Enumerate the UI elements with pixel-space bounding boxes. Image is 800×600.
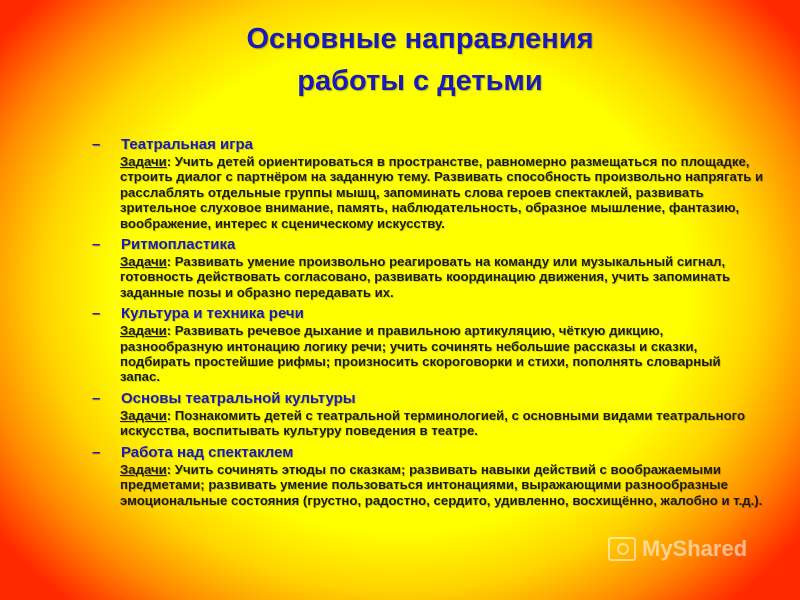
title-line-2: работы с детьми <box>297 65 543 97</box>
task-text: : Учить детей ориентироваться в пространстве, равномерно размещаться по площадке, строить диалог с партнёром на заданную тему. Развивать способность произвольно напрягать и расслаблять отдельные группы мышц, запоминать слова героев спектаклей, развивать зрительное слуховое внимание, память, наблюдательность, образное мышление, фантазию, воображение, интерес к сценическому искусству. <box>120 154 764 231</box>
section-tasks <box>120 462 764 508</box>
dash-bullet: – <box>92 389 101 407</box>
section-heading <box>92 235 764 254</box>
watermark <box>608 536 747 562</box>
title-line-1: Основные направления <box>246 23 594 55</box>
task-label: Задачи <box>120 407 167 423</box>
task-text: : Учить сочинять этюды по сказкам; развивать навыки действий с воображаемыми предметами; развивать умение пользоваться интонациями, выражающими разнообразные эмоциональные состояния (грустно, радостно, сердито, удивленно, восхищённо, жалобно и т.д.). <box>120 461 763 508</box>
section-title: Основы театральной культуры <box>121 389 356 407</box>
task-label: Задачи <box>120 154 167 169</box>
section-heading <box>92 443 764 462</box>
task-label: Задачи <box>120 254 167 270</box>
section-tasks <box>120 408 764 439</box>
section-title: Ритмопластика <box>121 236 236 254</box>
task-text: : Развивать умение произвольно реагировать на команду или музыкальный сигнал, готовность действовать согласовано, развивать координацию движения, учить запоминать заданные позы и образно передавать их. <box>120 254 731 300</box>
dash-bullet: – <box>92 136 101 153</box>
dash-bullet: – <box>92 305 101 323</box>
section-tasks <box>120 154 764 231</box>
page-title <box>120 18 720 102</box>
task-label: Задачи <box>120 461 167 477</box>
section-title: Культура и техника речи <box>121 305 304 323</box>
section-heading <box>92 304 764 323</box>
dash-bullet: – <box>92 236 101 254</box>
section-heading <box>92 389 764 408</box>
task-text: : Познакомить детей с театральной терминологией, с основными видами театрального искусства, воспитывать культуру поведения в театре. <box>120 407 746 439</box>
watermark-text: MyShared <box>642 536 748 561</box>
section-theater-culture <box>92 389 764 439</box>
section-rhythmoplasty <box>92 235 764 300</box>
camera-icon <box>608 537 636 561</box>
section-tasks <box>120 254 764 300</box>
task-label: Задачи <box>120 323 167 339</box>
task-text: : Развивать речевое дыхание и правильною артикуляцию, чёткую дикцию, разнообразную интонацию логику речи; учить сочинять небольшие рассказы и сказки, подбирать простейшие рифмы; произносить скороговорки и стихи, пополнять словарный запас. <box>120 323 721 385</box>
directions-list <box>92 135 764 512</box>
section-performance-work <box>92 443 764 508</box>
section-title: Театральная игра <box>121 136 253 153</box>
dash-bullet: – <box>92 443 101 461</box>
section-heading <box>92 135 764 154</box>
section-tasks <box>120 323 764 385</box>
section-theatrical-game <box>92 135 764 231</box>
section-title: Работа над спектаклем <box>121 443 294 461</box>
section-speech-culture <box>92 304 764 385</box>
